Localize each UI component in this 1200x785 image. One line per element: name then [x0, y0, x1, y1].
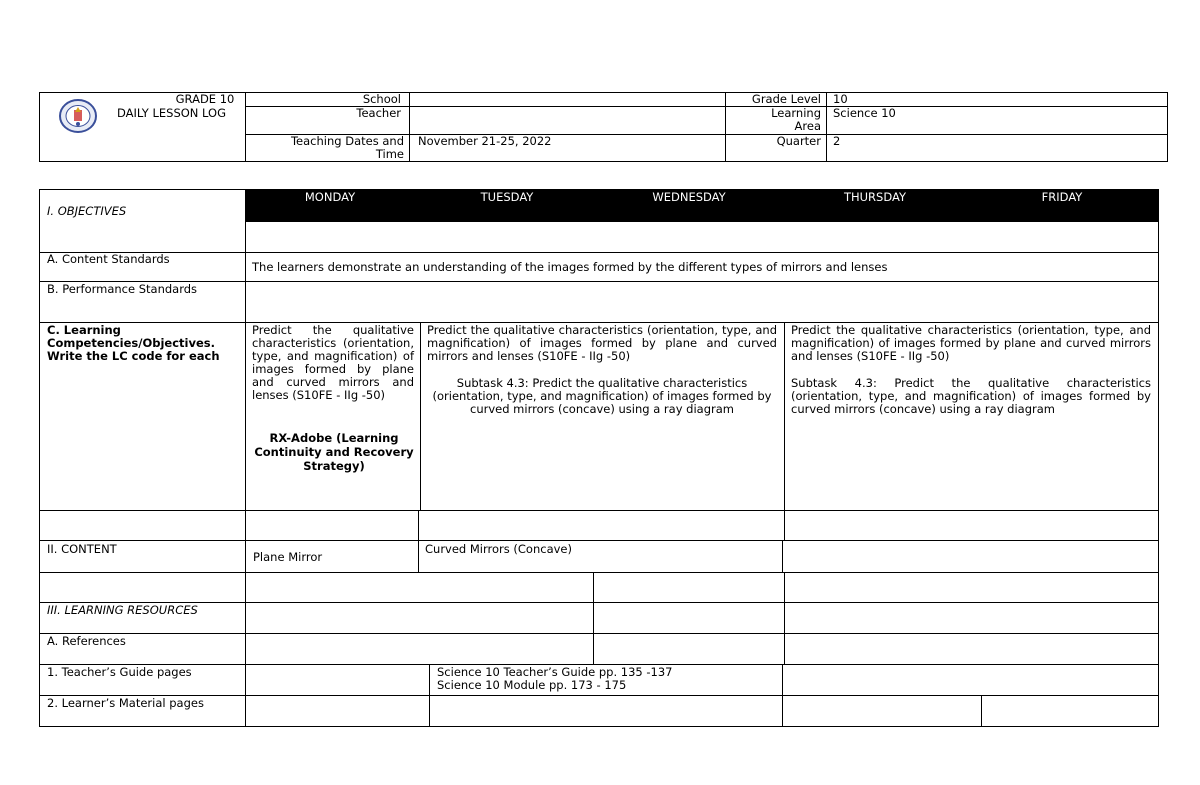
row-divider [39, 633, 1159, 634]
monday-strategy: RX-Adobe (Learning Continuity and Recovery Strategy) [254, 431, 414, 473]
grade-title: GRADE 10 [175, 92, 235, 106]
cell-divider [784, 510, 785, 540]
cell-divider [784, 322, 785, 510]
day-tuesday: TUESDAY [480, 190, 534, 204]
grade-level-label: Grade Level [751, 92, 821, 106]
quarter-value[interactable]: 2 [833, 134, 841, 148]
quarter-label: Quarter [776, 134, 821, 148]
header-divider [409, 92, 410, 162]
day-wednesday: WEDNESDAY [652, 190, 726, 204]
performance-standards-label: B. Performance Standards [47, 282, 198, 296]
content-label: II. CONTENT [47, 542, 117, 556]
row-divider [39, 540, 1159, 541]
thu-fri-competency: Predict the qualitative characteristics (orientation, type, and magnification) of images formed by plane and curved mirrors and lenses (S10FE - IIg -50) [791, 323, 1151, 363]
cell-divider [782, 540, 783, 572]
monday-competency: Predict the qualitative characteristics (orientation, type, and magnification) of images formed by plane and curved mirrors and lenses (S10FE - IIg -50) [252, 323, 414, 402]
grade-level-value[interactable]: 10 [833, 92, 848, 106]
learning-resources-label: III. LEARNING RESOURCES [47, 603, 198, 617]
references-label: A. References [47, 634, 126, 648]
teachers-guide-value: Science 10 Teacher’s Guide pp. 135 -137 [437, 665, 673, 679]
learning-area-label: Learning Area [771, 106, 821, 133]
teaching-dates-value[interactable]: November 21-25, 2022 [418, 134, 552, 148]
competencies-label: C. Learning Competencies/Objectives. Write the LC code for each [47, 323, 220, 363]
cell-divider [981, 695, 982, 727]
cell-divider [784, 572, 785, 664]
monday-content: Plane Mirror [253, 550, 323, 564]
row-divider [39, 572, 1159, 573]
cell-divider [429, 664, 430, 727]
tue-wed-subtask: Subtask 4.3: Predict the qualitative characteristics (orientation, type, and magnification) of images formed by curved mirrors (concave) using a ray diagram [432, 376, 772, 416]
cell-divider [420, 322, 421, 510]
cell-divider [418, 510, 419, 572]
tue-wed-competency: Predict the qualitative characteristics (orientation, type, and magnification) of images formed by plane and curved mirrors and lenses (S10FE - IIg -50) [427, 323, 777, 363]
day-friday: FRIDAY [1041, 190, 1083, 204]
deped-seal-icon [58, 98, 98, 134]
tue-wed-content: Curved Mirrors (Concave) [425, 542, 572, 556]
header-divider [725, 92, 726, 162]
learning-area-value[interactable]: Science 10 [833, 106, 896, 120]
row-divider [39, 602, 1159, 603]
teachers-guide-label: 1. Teacher’s Guide pages [47, 665, 192, 679]
cell-divider [593, 572, 594, 664]
school-label: School [362, 92, 401, 106]
day-thursday: THURSDAY [843, 190, 907, 204]
row-divider [39, 281, 1159, 282]
log-title: DAILY LESSON LOG [117, 106, 227, 120]
objectives-label: I. OBJECTIVES [47, 204, 127, 218]
table-divider [245, 189, 246, 727]
module-value: Science 10 Module pp. 173 - 175 [437, 678, 627, 692]
row-divider [39, 510, 1159, 511]
row-divider [39, 252, 1159, 253]
content-standards-label: A. Content Standards [47, 252, 170, 266]
row-divider [246, 221, 1159, 222]
row-divider [39, 695, 1159, 696]
teacher-label: Teacher [356, 106, 401, 120]
cell-divider [782, 664, 783, 727]
thu-fri-subtask: Subtask 4.3: Predict the qualitative characteristics (orientation, type, and magnification) of images formed by curved mirrors (concave) using a ray diagram [791, 376, 1151, 416]
learners-material-label: 2. Learner’s Material pages [47, 696, 204, 710]
header-divider [826, 92, 827, 162]
teaching-dates-label: Teaching Dates and Time [290, 134, 404, 161]
content-standards-text: The learners demonstrate an understanding of the images formed by the different types of mirrors and lenses [252, 260, 888, 274]
day-monday: MONDAY [304, 190, 356, 204]
